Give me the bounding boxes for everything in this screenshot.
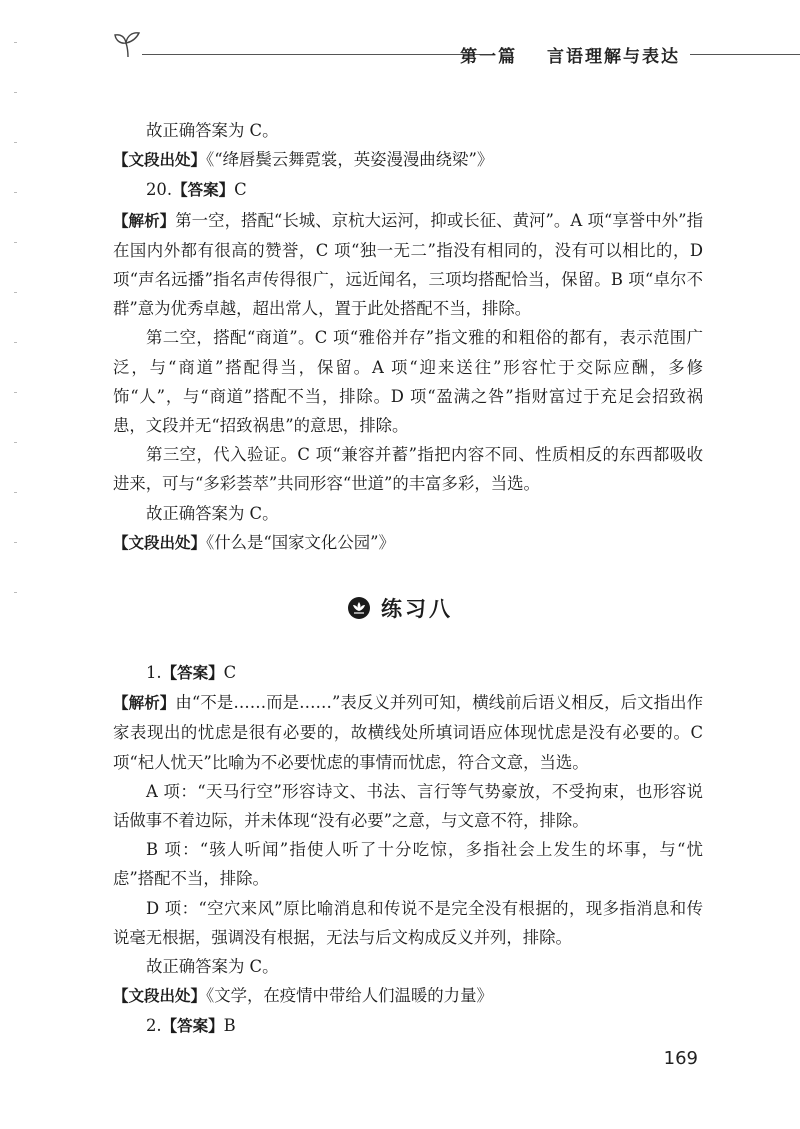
- section-heading: [0, 593, 800, 624]
- running-header: [112, 30, 800, 70]
- answer-label: 【答案】: [172, 181, 235, 200]
- lotus-badge-icon: [347, 596, 371, 620]
- question-number: 2.: [146, 1016, 162, 1036]
- paragraph: 故正确答案为 C。: [146, 503, 279, 523]
- source-label: 【文段出处】: [113, 987, 207, 1006]
- header-part: 第一篇: [460, 47, 518, 67]
- answer-block-bottom: [113, 658, 703, 1042]
- source-text: 《文学，在疫情中带给人们温暖的力量》: [206, 986, 493, 1006]
- paragraph: 故正确答案为 C。: [146, 957, 279, 977]
- source-line: [113, 528, 703, 558]
- source-line: [113, 981, 703, 1011]
- answer-line-2: [113, 1011, 703, 1041]
- header-section: 言语理解与表达: [547, 47, 680, 67]
- answer-label: 【答案】: [161, 664, 224, 682]
- analysis-paragraph: [113, 688, 703, 777]
- answer-line-20: [113, 175, 703, 205]
- answer-line-1: [113, 658, 703, 688]
- paragraph: 第二空，搭配“商道”。C 项“雅俗并存”指文雅的和粗俗的都有，表示范围广泛，与“商道”搭配得当，保留。A 项“迎来送往”形容忙于交际应酬，多修饰“人”，与“商道”搭配不当，排除。D 项“盈满之咎”指财富过于充足会招致祸患，文段并无“招致祸患”的意思，排除。: [113, 328, 703, 436]
- source-text: 《“绛唇鬓云舞霓裳，英姿漫漫曲绕梁”》: [206, 150, 494, 170]
- answer-value: C: [234, 180, 247, 200]
- header-rule-right: [690, 54, 800, 55]
- paragraph: A 项：“天马行空”形容诗文、书法、言行等气势豪放，不受拘束，也形容说话做事不着边际，并未体现“没有必要”之意，与文意不符，排除。: [113, 781, 703, 831]
- sprout-leaf-icon: [112, 30, 144, 60]
- paragraph: D 项：“空穴来风”原比喻消息和传说不是完全没有根据的，现多指消息和传说毫无根据，强调没有根据，无法与后文构成反义并列，排除。: [113, 898, 703, 947]
- source-label: 【文段出处】: [113, 151, 207, 170]
- analysis-text: 第一空，搭配“长城、京杭大运河，抑或长征、黄河”。A 项“享誉中外”指在国内外都有很高的赞誉，C 项“独一无二”指没有相同的，没有可以相比的，D 项“声名远播”指名声传得很广，远近闻名，三项均搭配恰当，保留。B 项“卓尔不群”意为优秀卓越，超出常人，置于此处搭配不当，排除。: [113, 210, 703, 319]
- source-line: [113, 145, 703, 175]
- analysis-label: 【解析】: [113, 211, 176, 230]
- source-text: 《什么是“国家文化公园”》: [206, 532, 395, 552]
- analysis-text: 由“不是……而是……”表反义并列可知，横线前后语义相反，后文指出作家表现出的忧虑是很有必要的，故横线处所填词语应体现忧虑是没有必要的。C 项“杞人忧天”比喻为不必要忧虑的事情而忧虑，符合文意，当选。: [113, 693, 703, 772]
- paragraph: 故正确答案为 C。: [146, 121, 279, 140]
- answer-value: B: [223, 1016, 236, 1036]
- question-number: 20.: [146, 180, 173, 200]
- answer-label: 【答案】: [161, 1017, 224, 1036]
- paragraph: B 项：“骇人听闻”指使人听了十分吃惊，多指社会上发生的坏事，与“忧虑”搭配不当，排除。: [113, 840, 703, 889]
- answer-block-top: [113, 116, 703, 558]
- section-title: 练习八: [381, 597, 453, 621]
- header-rule-left: [142, 54, 480, 55]
- analysis-label: 【解析】: [113, 694, 176, 713]
- answer-value: C: [223, 663, 237, 682]
- paragraph: 第三空，代入验证。C 项“兼容并蓄”指把内容不同、性质相反的东西都吸收进来，可与“多彩荟萃”共同形容“世道”的丰富多彩，当选。: [113, 445, 703, 494]
- analysis-paragraph: [113, 206, 703, 324]
- page-number: 169: [663, 1048, 698, 1069]
- source-label: 【文段出处】: [113, 533, 207, 552]
- header-title: [460, 42, 680, 67]
- question-number: 1.: [146, 663, 162, 682]
